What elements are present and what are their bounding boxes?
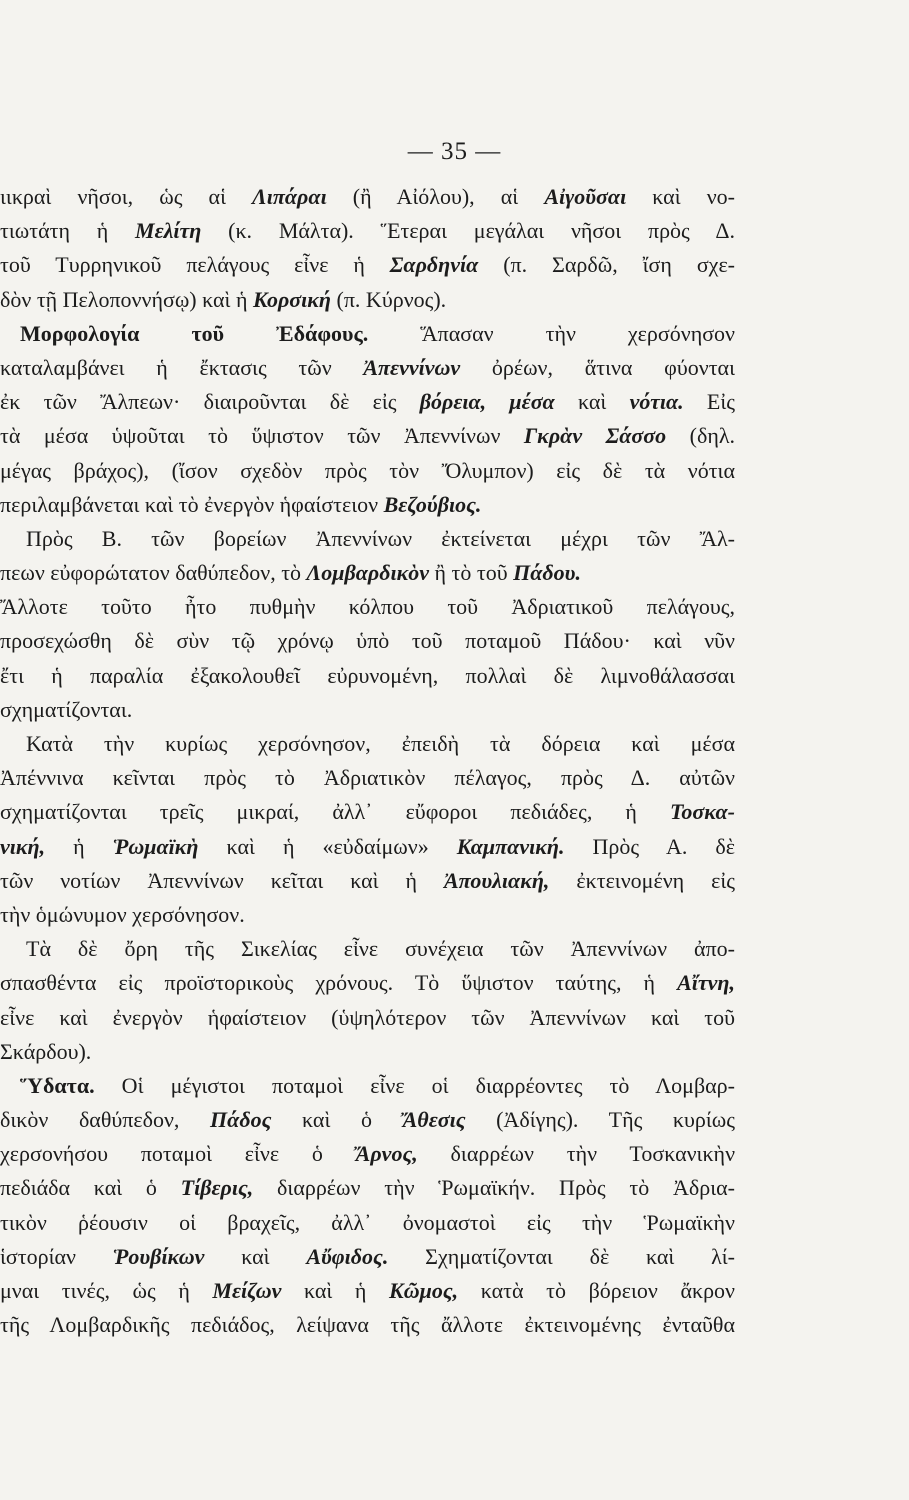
text-line <box>0 932 735 966</box>
text-segment: ἐκτεινομένη εἰς <box>549 867 735 893</box>
text-segment: τικὸν ῥέουσιν οἱ βραχεῖς, ἀλλ᾽ ὀνομαστοὶ εἰς τὴν Ῥωμαϊκὴν <box>0 1209 735 1235</box>
text-segment: μναι τινές, ὡς ἡ <box>0 1278 213 1303</box>
text-segment: Οἱ μέγιστοι ποταμοὶ εἶνε οἱ διαρρέοντες τὸ Λομβαρ- <box>94 1072 735 1098</box>
emphasized-term: Αἴτνη, <box>677 970 735 996</box>
text-segment: ἡ <box>45 833 113 859</box>
emphasized-term: Καμπανική. <box>456 833 565 859</box>
text-line <box>0 1171 735 1205</box>
text-line <box>0 522 735 556</box>
text-line <box>0 898 735 932</box>
text-line <box>0 659 735 693</box>
text-segment: Ἀπέννινα κεῖνται πρὸς τὸ Ἀδριατικὸν πέλαγος, πρὸς Δ. αὐτῶν <box>0 765 735 791</box>
text-segment: (ἢ Αἰόλου), αἱ <box>326 184 545 209</box>
text-segment: ἐκ τῶν Ἄλπεων· διαιροῦνται δὲ εἰς <box>0 389 420 415</box>
text-segment: (π. Κύρνος). <box>331 286 447 312</box>
text-line <box>0 283 735 317</box>
text-segment: καὶ νο- <box>626 184 735 209</box>
section-heading: Μορφολογία τοῦ Ἐδάφους. <box>20 320 369 346</box>
text-segment: καὶ ἡ «εὐδαίμων» <box>198 833 457 859</box>
emphasized-term: βόρεια, μέσα <box>419 389 555 415</box>
text-segment: καὶ ἡ <box>281 1278 390 1303</box>
text-segment: ιικραὶ νῆσοι, ὡς αἱ <box>0 184 253 209</box>
text-segment: Ἄλλοτε τοῦτο ἦτο πυθμὴν κόλπου τοῦ Ἀδριατικοῦ πελάγους, <box>0 594 735 620</box>
emphasized-term: Ἄρνος, <box>355 1141 418 1167</box>
text-segment: καὶ ὁ <box>271 1107 403 1133</box>
emphasized-term: Λομβαρδικὸν <box>306 560 430 586</box>
text-line <box>0 214 735 248</box>
text-segment: πεων εὐφορώτατον δαθύπεδον, τὸ <box>0 560 307 586</box>
text-line <box>0 761 735 795</box>
text-segment: σχηματίζονται. <box>0 696 133 722</box>
text-line <box>0 248 735 282</box>
text-line <box>0 1035 735 1069</box>
text-line <box>0 556 735 590</box>
text-line <box>0 385 735 419</box>
text-line <box>0 864 735 898</box>
text-line <box>0 1001 735 1035</box>
emphasized-term: Σαρδηνία <box>389 252 479 278</box>
text-segment: ἔτι ἡ παραλία ἐξακολουθεῖ εὐρυνομένη, πολλαὶ δὲ λιμνοθάλασσαι <box>0 662 735 688</box>
emphasized-term: Κορσική <box>252 286 331 312</box>
text-segment: (δηλ. <box>666 423 735 449</box>
text-segment: διαρρέων τὴν Τοσκανικὴν <box>417 1141 735 1167</box>
text-line <box>0 454 735 488</box>
body-text <box>0 180 735 1342</box>
text-line <box>0 693 735 727</box>
text-segment: καὶ <box>554 389 630 415</box>
text-segment: Κατὰ τὴν κυρίως χερσόνησον, ἐπειδὴ τὰ δόρεια καὶ μέσα <box>26 731 735 756</box>
text-line <box>0 830 735 864</box>
text-segment: Πρὸς Α. δὲ <box>564 833 735 859</box>
emphasized-term: Κῶμος, <box>389 1278 459 1303</box>
emphasized-term: Ἀπουλιακή, <box>444 867 550 893</box>
text-segment: τῶν νοτίων Ἀπεννίνων κεῖται καὶ ἡ <box>0 867 444 893</box>
emphasized-term: Βεζούβιος. <box>383 491 482 517</box>
emphasized-term: Μελίτη <box>135 218 202 244</box>
text-segment: τιωτάτη ἡ <box>0 218 136 244</box>
text-segment: Εἰς <box>683 389 735 415</box>
emphasized-term: νική, <box>0 833 46 859</box>
section-heading: Ὕδατα. <box>20 1072 95 1098</box>
text-segment: Πρὸς Β. τῶν βορείων Ἀπεννίνων ἐκτείνεται μέχρι τῶν Ἄλ- <box>26 525 735 551</box>
text-line <box>0 419 735 453</box>
emphasized-term: Αἰγοῦσαι <box>544 184 627 209</box>
emphasized-term: Αὔφιδος. <box>306 1243 389 1269</box>
text-line <box>0 624 735 658</box>
emphasized-term: Μείζων <box>212 1278 282 1303</box>
text-segment: (π. Σαρδῶ, ἴση σχε- <box>478 252 735 278</box>
text-segment: τῆς Λομβαρδικῆς πεδιάδος, λείψανα τῆς ἄλλοτε ἐκτεινομένης ἐνταῦθα <box>0 1312 735 1338</box>
text-segment: καὶ <box>204 1243 307 1269</box>
text-segment: Τὰ δὲ ὄρη τῆς Σικελίας εἶνε συνέχεια τῶν Ἀπεννίνων ἀπο- <box>26 936 735 962</box>
emphasized-term: Ῥωμαϊκὴ <box>112 833 199 859</box>
text-line <box>0 1137 735 1171</box>
text-segment: ἱστορίαν <box>0 1243 113 1269</box>
text-segment: χερσονήσου ποταμοὶ εἶνε ὁ <box>0 1141 356 1167</box>
emphasized-term: Τοσκα- <box>669 799 735 825</box>
text-line <box>0 590 735 624</box>
text-segment: μέγας βράχος), (ἴσον σχεδὸν πρὸς τὸν Ὄλυμπον) εἰς δὲ τὰ νότια <box>0 457 735 483</box>
text-segment: ὀρέων, ἅτινα φύονται <box>460 354 735 380</box>
text-line <box>0 488 735 522</box>
text-segment: σχηματίζονται τρεῖς μικραί, ἀλλ᾽ εὔφοροι πεδιάδες, ἡ <box>0 799 670 825</box>
text-segment: δὸν τῇ Πελοποννήσῳ) καὶ ἡ <box>0 286 253 312</box>
text-segment: εἶνε καὶ ἐνεργὸν ἡφαίστειον (ὑψηλότερον τῶν Ἀπεννίνων καὶ τοῦ <box>0 1004 735 1030</box>
text-line <box>0 317 735 351</box>
text-segment: (κ. Μάλτα). Ἕτεραι μεγάλαι νῆσοι πρὸς Δ. <box>201 218 735 244</box>
text-segment: δικὸν δαθύπεδον, <box>0 1107 211 1133</box>
text-line <box>0 727 735 761</box>
text-line <box>0 1069 735 1103</box>
text-line <box>0 351 735 385</box>
emphasized-term: Τίβερις, <box>180 1175 254 1201</box>
emphasized-term: Γκρὰν Σάσσο <box>523 423 667 449</box>
text-segment: σπασθέντα εἰς προϊστορικοὺς χρόνους. Τὸ ὕψιστον ταύτης, ἡ <box>0 970 678 996</box>
text-segment: (Ἀδίγης). Τῆς κυρίως <box>465 1107 735 1133</box>
text-line <box>0 180 735 214</box>
text-line <box>0 1240 735 1274</box>
text-line <box>0 966 735 1000</box>
text-segment: κατὰ τὸ βόρειον ἄκρον <box>458 1278 735 1303</box>
emphasized-term: Πάδου. <box>513 560 581 586</box>
text-segment: τὰ μέσα ὑψοῦται τὸ ὕψιστον τῶν Ἀπεννίνων <box>0 423 524 449</box>
text-segment: καταλαμβάνει ἡ ἔκτασις τῶν <box>0 354 364 380</box>
text-line <box>0 1103 735 1137</box>
text-segment: Ἅπασαν τὴν χερσόνησον <box>368 320 735 346</box>
text-segment: τοῦ Τυρρηνικοῦ πελάγους εἶνε ἡ <box>0 252 390 278</box>
emphasized-term: Ἄθεσις <box>402 1107 466 1133</box>
text-segment: τὴν ὁμώνυμον χερσόνησον. <box>0 901 245 927</box>
emphasized-term: Ῥουβίκων <box>112 1243 205 1269</box>
text-segment: Σκάρδου). <box>0 1038 92 1064</box>
text-segment: διαρρέων τὴν Ῥωμαϊκήν. Πρὸς τὸ Ἀδρια- <box>253 1175 735 1201</box>
text-segment: Σχηματίζονται δὲ καὶ λί- <box>388 1243 735 1269</box>
text-segment: περιλαμβάνεται καὶ τὸ ἐνεργὸν ἡφαίστειον <box>0 491 384 517</box>
text-line <box>0 1206 735 1240</box>
text-line <box>0 1274 735 1308</box>
emphasized-term: νότια. <box>629 389 684 415</box>
text-line <box>0 1308 735 1342</box>
emphasized-term: Ἀπεννίνων <box>363 354 461 380</box>
emphasized-term: Λιπάραι <box>252 184 327 209</box>
text-segment: προσεχώσθη δὲ σὺν τῷ χρόνῳ ὑπὸ τοῦ ποταμοῦ Πάδου· καὶ νῦν <box>0 628 735 654</box>
text-segment: πεδιάδα καὶ ὁ <box>0 1175 181 1201</box>
text-segment: ἢ τὸ τοῦ <box>429 560 514 586</box>
emphasized-term: Πάδος <box>210 1107 272 1133</box>
text-line <box>0 795 735 829</box>
page-number: — 35 — <box>407 138 502 165</box>
